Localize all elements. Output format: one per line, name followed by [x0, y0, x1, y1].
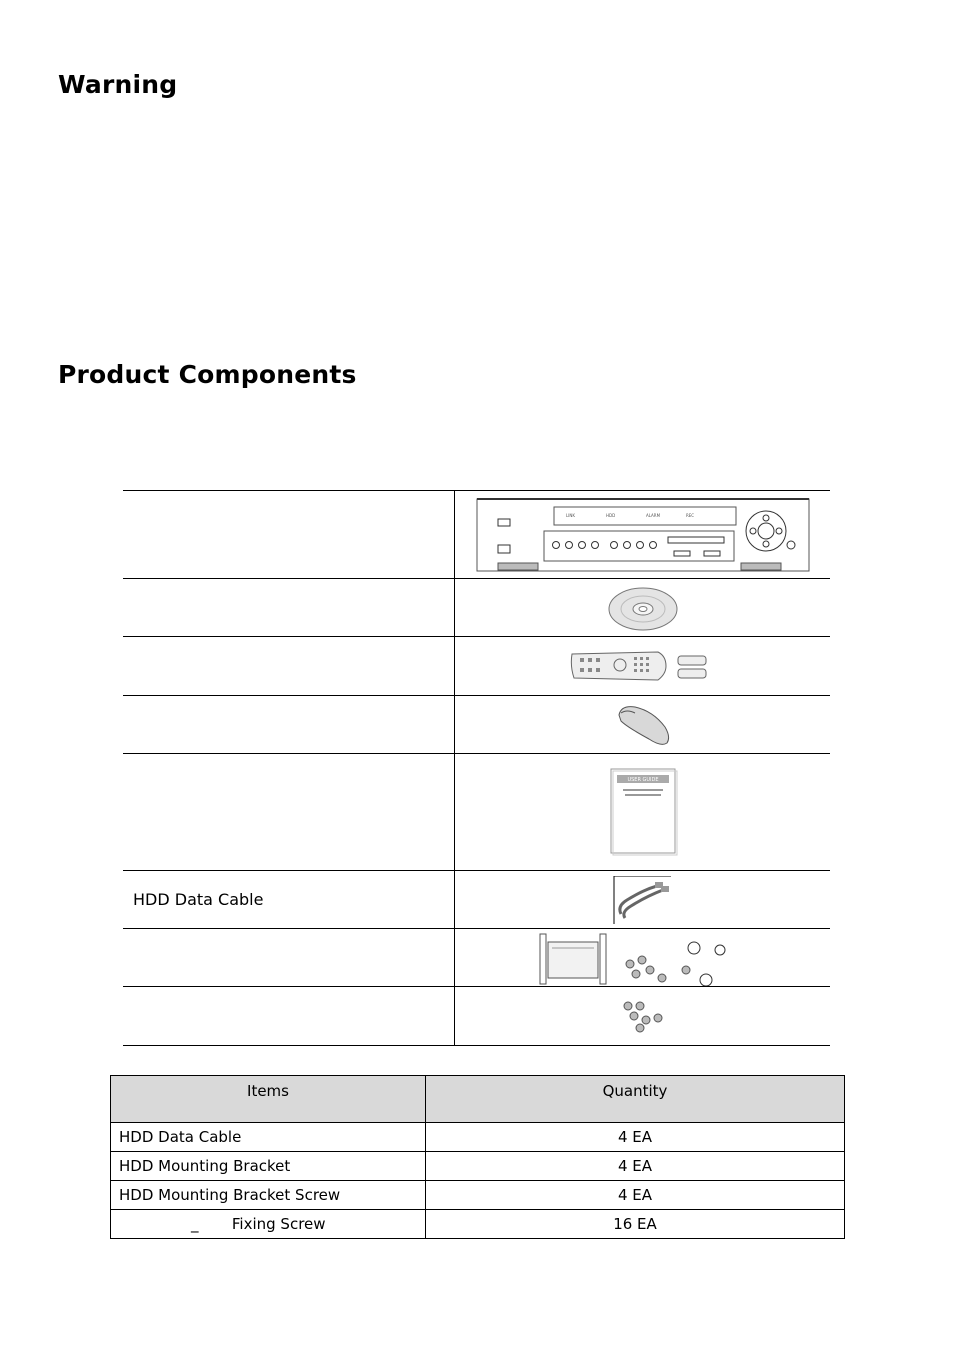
item-cell: HDD Mounting Bracket Screw — [111, 1181, 426, 1210]
component-row — [123, 929, 830, 987]
svg-text:ALARM: ALARM — [645, 512, 660, 518]
component-row — [123, 871, 830, 929]
component-name — [123, 579, 455, 636]
column-header-quantity: Quantity — [426, 1076, 845, 1123]
user-guide-title: USER GUIDE — [626, 777, 659, 783]
table-row — [111, 1123, 845, 1152]
item-cell: HDD Mounting Bracket — [111, 1152, 426, 1181]
data-cable-icon — [455, 871, 830, 928]
quantity-table — [110, 1075, 845, 1239]
table-row — [111, 1210, 845, 1239]
column-header-items: Items — [111, 1076, 426, 1123]
warning-heading: Warning — [58, 70, 178, 99]
components-picture-table — [123, 490, 830, 1046]
component-name — [123, 491, 455, 578]
component-row — [123, 579, 830, 637]
item-cell: _ Fixing Screw — [111, 1210, 426, 1239]
svg-text:HDD: HDD — [605, 512, 615, 518]
component-row — [123, 754, 830, 871]
quantity-cell: 4 EA — [426, 1152, 845, 1181]
product-components-heading: Product Components — [58, 360, 357, 389]
component-row — [123, 637, 830, 696]
quantity-cell: 4 EA — [426, 1123, 845, 1152]
item-cell: HDD Data Cable — [111, 1123, 426, 1152]
component-row — [123, 696, 830, 754]
screws-icon — [455, 987, 830, 1045]
table-header-row — [111, 1076, 845, 1123]
remote-control-icon — [455, 637, 830, 695]
svg-text:LINK: LINK — [565, 512, 575, 518]
component-name — [123, 637, 455, 695]
component-row — [123, 491, 830, 579]
component-name: HDD Data Cable — [123, 871, 455, 928]
table-row — [111, 1152, 845, 1181]
user-guide-icon — [455, 754, 830, 870]
cd-disc-icon — [455, 579, 830, 636]
component-name — [123, 696, 455, 753]
svg-text:REC: REC — [685, 512, 694, 518]
mouse-icon — [455, 696, 830, 753]
component-name — [123, 754, 455, 870]
table-row — [111, 1181, 845, 1210]
dvr-front-panel-icon — [455, 491, 830, 578]
component-name — [123, 987, 455, 1045]
component-name — [123, 929, 455, 986]
component-row — [123, 987, 830, 1046]
quantity-cell: 4 EA — [426, 1181, 845, 1210]
mounting-bracket-icon — [455, 929, 830, 986]
quantity-cell: 16 EA — [426, 1210, 845, 1239]
